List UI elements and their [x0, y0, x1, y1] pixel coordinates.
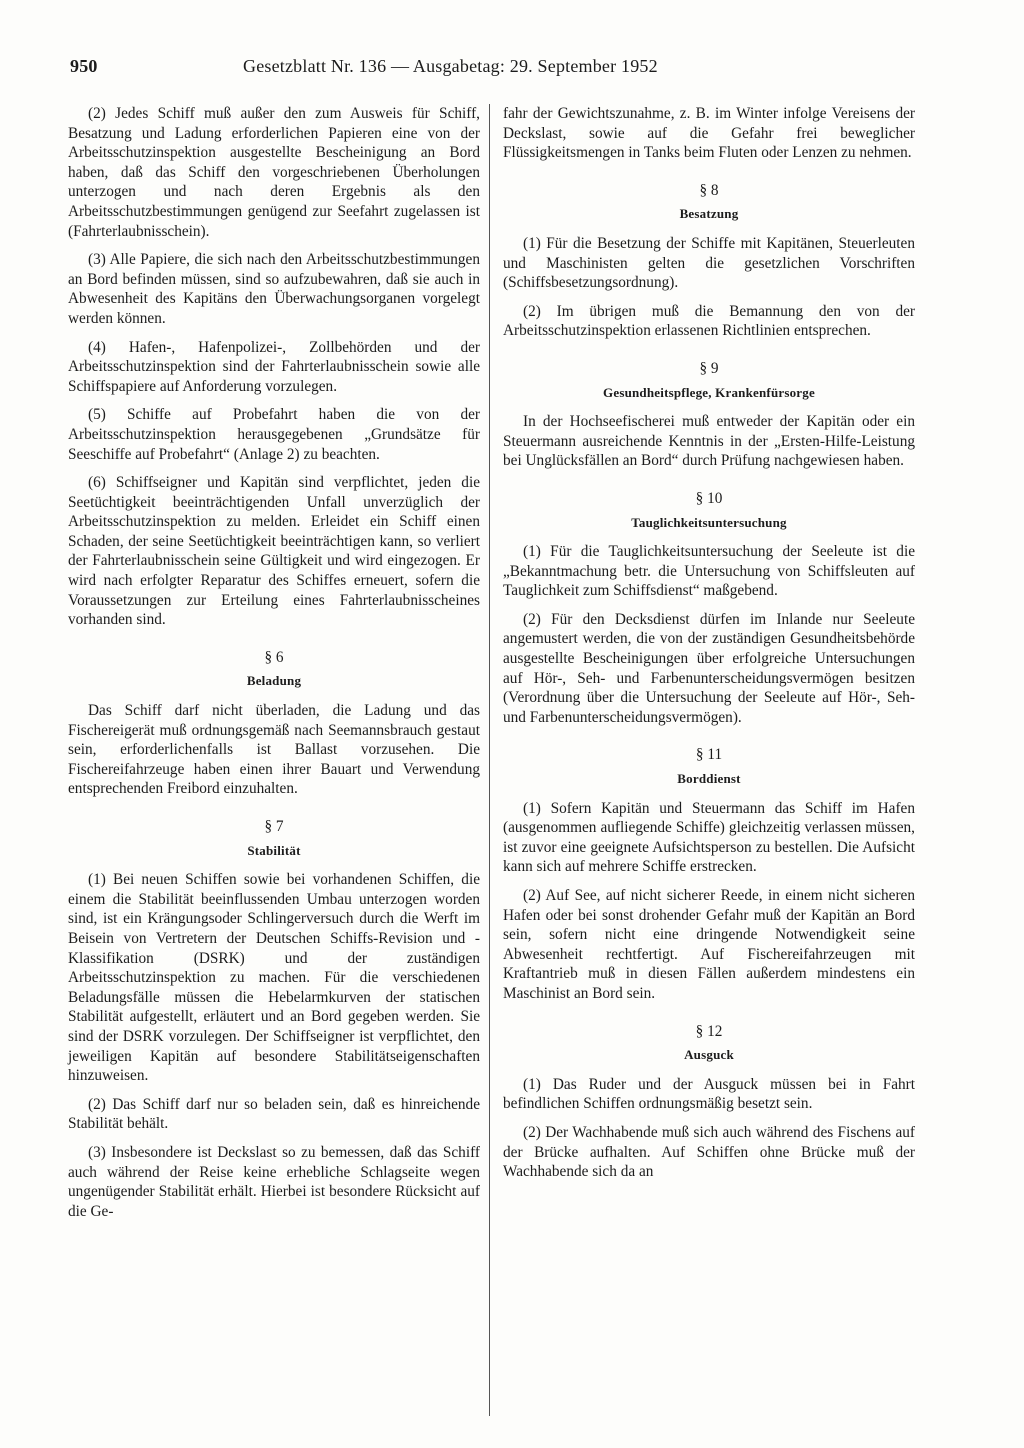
page-number: 950	[70, 56, 98, 76]
column-divider	[489, 104, 490, 1416]
paragraph-ausweis: (2) Jedes Schiff muß außer den zum Ausweis für Schiff, Besatzung und Ladung erforderlichen Papieren eine von der Arbeitsschutzinspektion ausgestellte Bescheinigung an Bord haben, daß das Schiff den vorgeschriebenen Überholungen unterzogen und nach deren Ergebnis als den Arbeitsschutzbestimmungen genügend zur Seefahrt zugelassen ist (Fahrterlaubnisschein).	[68, 105, 480, 240]
section-6-title: Beladung	[246, 673, 302, 689]
section-10-title: Tauglichkeitsuntersuchung	[631, 514, 787, 530]
section-12-paragraph-1: (1) Das Ruder und der Ausguck müssen bei in Fahrt befindlichen Schiffen ordnungsmäßig besetzt sein.	[503, 1075, 915, 1113]
section-8-number: § 8	[699, 181, 719, 199]
section-7-paragraph-1: (1) Bei neuen Schiffen sowie bei vorhandenen Schiffen, die einem die Stabilität beeinflussenden Umbau unterzogen worden sind, ist ein Krängungsoder Schlingerversuch durch die Werft im Beisein von Vertretern der Deutschen Schiffs-Revision und -Klassifikation (DSRK) und der zuständigen Arbeitsschutzinspektion zu machen. Für die verschiedenen Beladungsfälle müssen die Hebelarmkurven der statischen Stabilität aufgestellt, erläutert und an Bord gegeben werden. Sie sind der DSRK vorzulegen. Der Schiffseigner ist verpflichtet, den jeweiligen Kapitän auf besondere Stabilitätseigenschaften hinzuweisen.	[68, 871, 480, 1085]
section-9-text: In der Hochseefischerei muß entweder der Kapitän oder ein Steuermann ausreichende Kenntnis in der „Ersten-Hilfe-Leistung bei Unglücksfällen an Bord“ durch Prüfung nachgewiesen haben.	[503, 413, 915, 470]
right-column	[503, 104, 915, 1191]
section-8-paragraph-1: (1) Für die Besetzung der Schiffe mit Kapitänen, Steuerleuten und Maschinisten gelten die gesetzlichen Vorschriften (Schiffsbesetzungsordnung).	[503, 234, 915, 292]
page-header	[70, 56, 725, 84]
section-11-paragraph-2: (2) Auf See, auf nicht sicherer Reede, in einem nicht sicheren Hafen oder bei sonst drohender Gefahr muß der Kapitän an Bord sein, sofern nicht eine dringende Notwendigkeit seine Abwesenheit rechtfertigt. Auf Fischereifahrzeugen mit Kraftantrieb muß in diesen Fällen außerdem mindestens ein Maschinist an Bord sein.	[503, 887, 915, 1002]
section-11-number: § 11	[695, 746, 723, 764]
section-12-paragraph-2: (2) Der Wachhabende muß sich auch während des Fischens auf der Brücke aufhalten. Auf Schiffen ohne Brücke muß der Wachhabende sich da an	[503, 1123, 915, 1181]
section-10-paragraph-2: (2) Für den Decksdienst dürfen im Inlande nur Seeleute angemustert werden, die von der zuständigen Gesundheitsbehörde ausgestellte Bescheinigungen über erfolgreiche Untersuchungen auf Hör-, Seh- und Farbenunterscheidungsvermögen besitzen (Verordnung über die Untersuchung der Seeleute auf Hör-, Seh- und Farbenunterscheidungsvermögen).	[503, 610, 915, 726]
section-7-number: § 7	[264, 818, 284, 835]
section-8-paragraph-2: (2) Im übrigen muß die Bemannung den von der Arbeitsschutzinspektion erlassenen Richtlinien entsprechen.	[503, 302, 915, 340]
section-7-paragraph-2: (2) Das Schiff darf nur so beladen sein, daß es hinreichende Stabilität behält.	[68, 1095, 480, 1133]
paragraph-probefahrt: (5) Schiffe auf Probefahrt haben die von der Arbeitsschutzinspektion herausgegebenen „Grundsätze für Seeschiffe auf Probefahrt“ (Anlage 2) zu beachten.	[68, 406, 480, 463]
header-title: Gesetzblatt Nr. 136 — Ausgabetag: 29. September 1952	[243, 56, 658, 76]
section-10-number: § 10	[695, 489, 723, 507]
section-12-number: § 12	[695, 1022, 723, 1040]
section-9-number: § 9	[699, 359, 719, 377]
section-7-continuation: fahr der Gewichtszunahme, z. B. im Winter infolge Vereisens der Deckslast, sowie auf die Gefahr frei beweglicher Flüssigkeitsmengen in Tanks beim Fluten oder Lenzen zu nehmen.	[503, 105, 915, 162]
section-10-paragraph-1: (1) Für die Tauglichkeitsuntersuchung der Seeleute ist die „Bekanntmachung betr. die Untersuchung von Schiffsleuten auf Tauglichkeit zum Schiffsdienst“ maßgebend.	[503, 543, 915, 600]
section-11-paragraph-1: (1) Sofern Kapitän und Steuermann das Schiff im Hafen (ausgenommen aufliegende Schiffe) gleichzeitig verlassen müssen, ist zuvor eine geeignete Aufsichtsperson zu bestellen. Die Aufsicht kann sich auf mehrere Schiffe erstrecken.	[503, 799, 915, 876]
section-6-text: Das Schiff darf nicht überladen, die Ladung und das Fischereigerät muß ordnungsgemäß nach Seemannsbrauch gestaut sein, erforderlichenfalls ist Ballast vorzusehen. Die Fischereifahrzeuge haben einen ihrer Bauart und Verwendung entsprechenden Freibord einzuhalten.	[68, 702, 480, 798]
left-column	[68, 104, 480, 1230]
section-9-title: Gesundheitspflege, Krankenfürsorge	[603, 384, 815, 400]
paragraph-unfall: (6) Schiffseigner und Kapitän sind verpflichtet, jeden die Seetüchtigkeit beeinträchtigenden Unfall unverzüglich der Arbeitsschutzinspektion zu melden. Erleidet ein Schiff einen Schaden, der seine Seetüchtigkeit beeinträchtigen kann, so verliert der Fahrterlaubnisschein seine Gültigkeit und wird eingezogen. Er wird nach erfolgter Reparatur des Schiffes erneuert, sofern die Voraussetzungen zur Erteilung eines Fahrterlaubnisscheines vorhanden sind.	[68, 474, 480, 629]
section-8-title: Besatzung	[679, 206, 739, 222]
section-7-paragraph-3: (3) Insbesondere ist Deckslast so zu bemessen, daß das Schiff auch während der Reise keine erhebliche Schlagseite wegen ungenügender Stabilität erhält. Hierbei ist besondere Rücksicht auf die Ge-	[68, 1143, 480, 1220]
section-6-number: § 6	[264, 648, 284, 666]
paragraph-behoerden: (4) Hafen-, Hafenpolizei-, Zollbehörden und der Arbeitsschutzinspektion sind der Fahrterlaubnisschein sowie alle Schiffspapiere auf Anforderung vorzulegen.	[68, 338, 480, 395]
section-11-title: Borddienst	[677, 771, 741, 787]
section-7-title: Stabilität	[247, 842, 301, 858]
paragraph-papiere: (3) Alle Papiere, die sich nach den Arbeitsschutzbestimmungen an Bord befinden müssen, sind so aufzubewahren, daß sie auch in Abwesenheit des Kapitäns den Überwachungsorganen vorgelegt werden können.	[68, 251, 480, 327]
section-12-title: Ausguck	[684, 1047, 734, 1063]
